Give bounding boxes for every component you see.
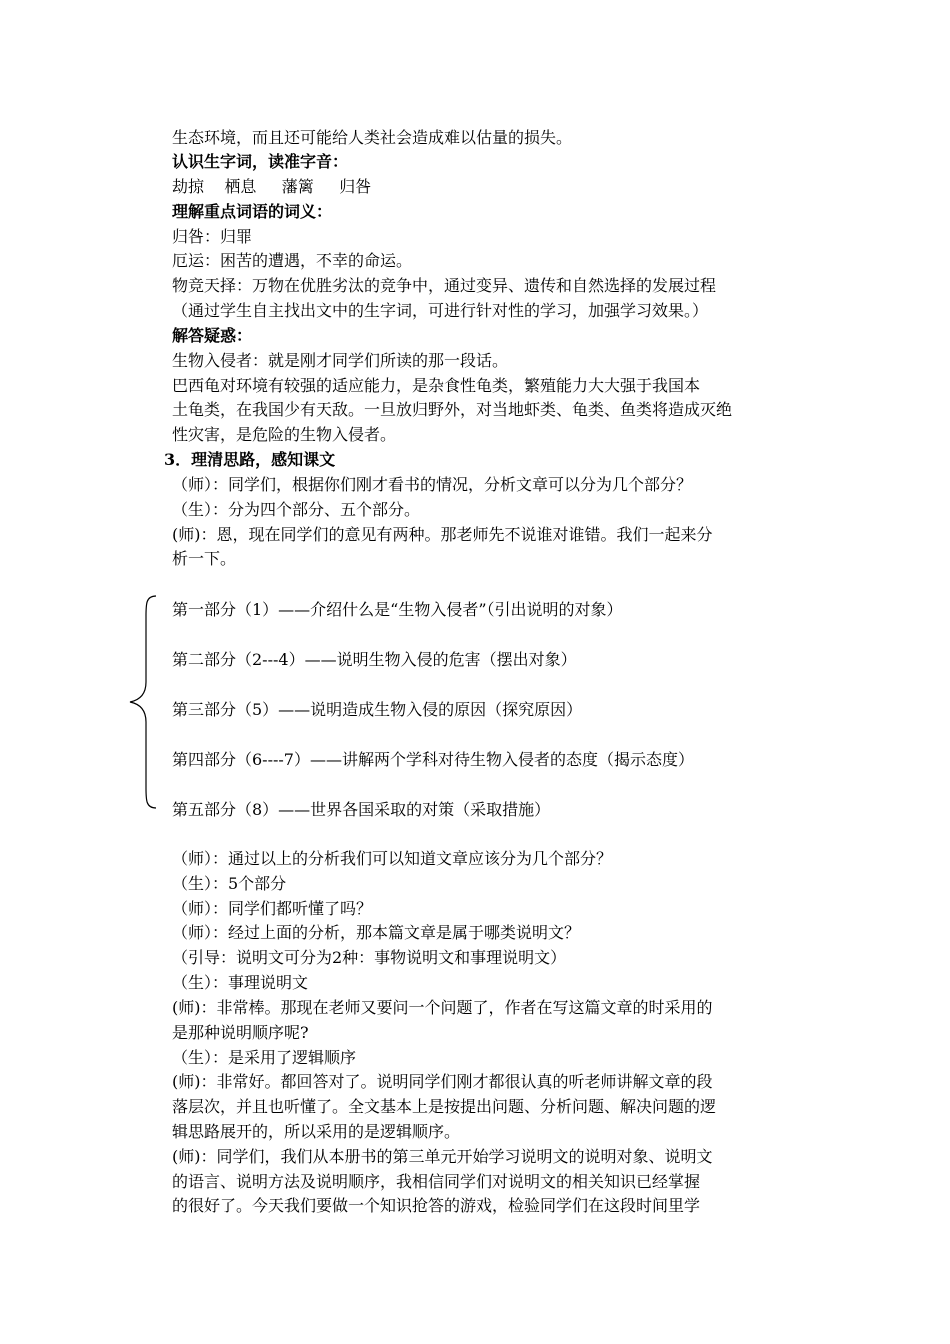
meaning-item: 物竞天择：万物在优胜劣汰的竞争中，通过变异、遗传和自然选择的发展过程 (172, 276, 717, 295)
dialogue-line: 是那种说明顺序呢? (172, 1023, 309, 1042)
qa-line: 巴西龟对环境有较强的适应能力，是杂食性龟类，繁殖能力大大强于我国本 (172, 376, 701, 395)
vocab-words: 劫掠 栖息 藩篱 归咎 (172, 177, 372, 196)
qa-line: 性灾害，是危险的生物入侵者。 (172, 425, 397, 444)
dialogue-line: （生）：5个部分 (172, 874, 287, 893)
dialogue-line: （引导：说明文可分为2种：事物说明文和事理说明文） (172, 948, 567, 967)
part-item: 第四部分（6----7）——讲解两个学科对待生物入侵者的态度（揭示态度） (172, 750, 694, 769)
dialogue-line: (师)：非常好。都回答对了。说明同学们刚才都很认真的听老师讲解文章的段 (172, 1072, 713, 1091)
dialogue-line: 的很好了。今天我们要做一个知识抢答的游戏，检验同学们在这段时间里学 (172, 1196, 701, 1215)
part-item: 第二部分（2---4）——说明生物入侵的危害（摆出对象） (172, 650, 577, 669)
dialogue-line: （师）：经过上面的分析，那本篇文章是属于哪类说明文？ (172, 923, 581, 942)
meaning-note: （通过学生自主找出文中的生字词，可进行针对性的学习，加强学习效果。） (172, 301, 709, 320)
dialogue-line: (师)：同学们，我们从本册书的第三单元开始学习说明文的说明对象、说明文 (172, 1147, 713, 1166)
dialogue-line: (师)：非常棒。那现在老师又要问一个问题了，作者在写这篇文章的时采用的 (172, 998, 713, 1017)
section3-line: （生）：分为四个部分、五个部分。 (172, 500, 421, 519)
dialogue-line: （师）：同学们都听懂了吗？ (172, 899, 373, 918)
meaning-item: 归咎：归罪 (172, 227, 253, 246)
dialogue-line: 落层次，并且也听懂了。全文基本上是按提出问题、分析问题、解决问题的逻 (172, 1097, 717, 1116)
meaning-heading: 理解重点词语的词义： (172, 202, 333, 221)
part-item: 第三部分（5）——说明造成生物入侵的原因（探究原因） (172, 700, 583, 719)
section3-heading: 3．理清思路，感知课文 (164, 450, 336, 469)
dialogue-line: （师）：通过以上的分析我们可以知道文章应该分为几个部分？ (172, 849, 613, 868)
section3-line: (师)：恩，现在同学们的意见有两种。那老师先不说谁对谁错。我们一起来分 (172, 525, 713, 544)
dialogue-line: 辑思路展开的，所以采用的是逻辑顺序。 (172, 1122, 461, 1141)
qa-heading: 解答疑惑： (172, 326, 253, 345)
dialogue-line: 的语言、说明方法及说明顺序，我相信同学们对说明文的相关知识已经掌握 (172, 1172, 701, 1191)
part-item: 第一部分（1）——介绍什么是“生物入侵者”（引出说明的对象） (172, 600, 623, 619)
qa-line: 生物入侵者：就是刚才同学们所读的那一段话。 (172, 351, 509, 370)
section3-line: （师）：同学们，根据你们刚才看书的情况，分析文章可以分为几个部分？ (172, 475, 693, 494)
qa-line: 土龟类，在我国少有天敌。一旦放归野外，对当地虾类、龟类、鱼类将造成灭绝 (172, 400, 733, 419)
part-item: 第五部分（8）——世界各国采取的对策（采取措施） (172, 800, 551, 819)
meaning-item: 厄运：困苦的遭遇，不幸的命运。 (172, 251, 413, 270)
dialogue-line: （生）：是采用了逻辑顺序 (172, 1048, 357, 1067)
intro-line: 生态环境，而且还可能给人类社会造成难以估量的损失。 (172, 128, 573, 147)
left-brace-icon (126, 594, 160, 810)
vocab-heading: 认识生字词，读准字音： (172, 152, 349, 171)
section3-line: 析一下。 (172, 549, 237, 568)
dialogue-line: （生）：事理说明文 (172, 973, 309, 992)
